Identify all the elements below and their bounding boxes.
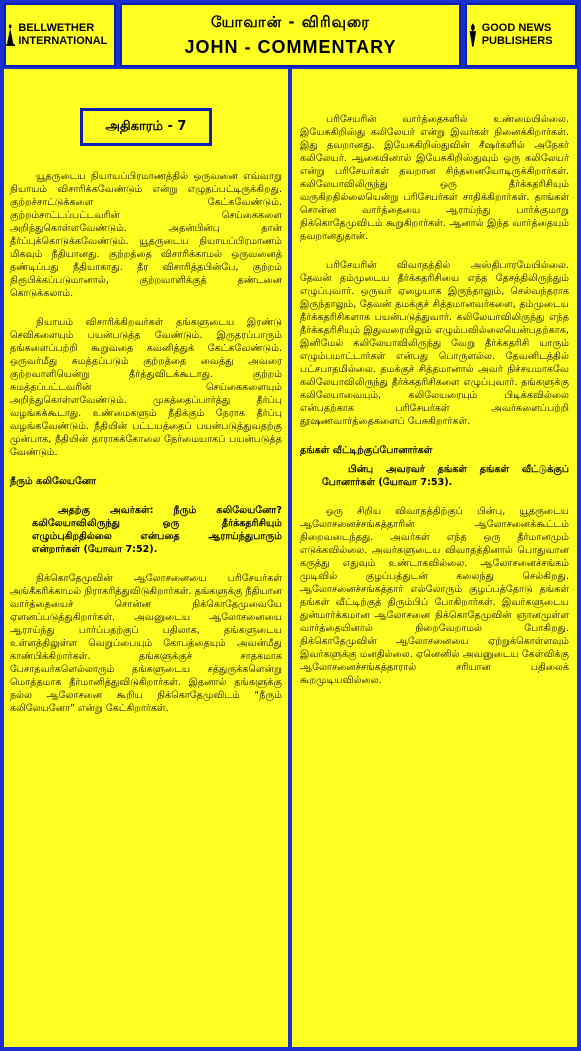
header [4, 3, 577, 67]
bellwether-logo-text: BELLWETHER INTERNATIONAL [18, 22, 108, 47]
good-news-logo-text: GOOD NEWS PUBLISHERS [481, 22, 553, 47]
left-paragraph-3: நிக்கொதேமுவின் ஆலோசனையை பரிசேயர்கள் அங்கீகரிக்காமல் நிராகரித்துவிடுகிறார்கள். தங்களுக்கு நீதியான வார்த்தையைச் சொன்ன நிக்கொதேமுவையே ஏளனப்படுத்துகிறார்கள். அவனுடைய ஆலோசனையை ஆராய்ந்து பார்ப்பதற்குப் பதிலாக, தங்களுடைய உள்ளத்திலுள்ள வெறுப்பையும் கோபத்தையும் அவன்மீது காண்பிக்கிறார்கள். தங்களுக்குச் சாதகமாக பேசாதவர்களெல்லாரும் தங்களுடைய சத்துருக்களென்று மொத்தமாக தீர்மானித்துவிடுகிறார்கள். இதனால் தங்களுக்கு நல்ல ஆலோசனை கூறிய நிக்கொதேமுவிடம் “நீரும் கலிலேயனோ” என்று கேட்கிறார்கள். [10, 573, 282, 714]
left-scripture-quote: அதற்கு அவர்கள்: நீரும் கலிலேயனோ? கலிலேயாவிலிருந்து ஒரு தீர்க்கதரிசியும் எழும்புகிறதில்லை என்பதை ஆராய்ந்துபாரும் என்றார்கள் (யோவா 7:52). [32, 505, 282, 555]
right-scripture-quote: பின்பு அவரவர் தங்கள் தங்கள் வீட்டுக்குப் போனார்கள் (யோவா 7:53). [322, 464, 569, 488]
chapter-label: அதிகாரம் - 7 [80, 108, 212, 146]
right-section-heading: தங்கள் வீட்டிற்குப்போனார்கள் [300, 445, 433, 456]
title-english: JOHN - COMMENTARY [184, 36, 397, 57]
bell-tower-icon [5, 15, 15, 55]
right-column [292, 69, 577, 1047]
left-column [4, 69, 288, 1047]
right-paragraph-3: ஒரு சிறிய விவாதத்திற்குப் பின்பு, யூதருடைய ஆலோசனைச்சங்கத்தாரின் ஆலோசனைக்கூட்டம் நிறைவடைந்தது. அவர்கள் எந்த ஒரு தீர்மானமும் எடுக்கவில்லை. அவர்களுடைய விவாதத்தினால் பொதுவான கருத்து எதுவும் உண்டாகவில்லை. ஆலோசனைச்சங்கம் முடிவில் குழப்பத்துடன் கலைந்து செல்கிறது. ஆலோசனைச்சங்கத்தார் எல்லோரும் குழப்பத்தோடு தங்கள் தங்கள் வீட்டிற்குத் திரும்பிப் போகிறார்கள். இவர்களுடைய துன்மார்க்கமான ஆலோசனை நிக்கொதேமுவின் ஞானமுள்ள வார்த்தையினால் நிறைவேறாமல் போகிறது. நிக்கொதேமுவின் ஆலோசனையை ஏற்றுக்கொள்ளவும் இவர்களுக்கு மனதில்லை. ஏனெனில் அவனுடைய கேள்விக்கு ஆலோசனைச்சங்கத்தாரால் சரியான பதிலைக் கூறமுடியவில்லை. [300, 506, 569, 686]
good-news-logo [465, 3, 577, 67]
left-section-heading: நீரும் கலிலேயனோ [10, 476, 97, 487]
bellwether-logo [4, 3, 116, 67]
right-paragraph-1: பரிசேயரின் வார்த்தைகளில் உண்மையில்லை. இயேசுகிறிஸ்து கலிலேயர் என்று இவர்கள் நினைக்கிறார்கள். இது தவறானது. இயேசுகிறிஸ்துவின் சீஷர்களில் அநேகர் கலிலேயர். ஆகையினால் இயேசுகிறிஸ்துவும் ஒரு கலிலேயர் என்று பரிசேயர்கள் தவறான சிந்தனையோடிருக்கிறார்கள். கலிலேயாவிலிருந்து ஒரு தீர்க்கதரிசியும் வருகிறதில்லையென்று பரிசேயர்கள் சாதிக்கிறார்கள். தாங்கள் சொன்ன வார்த்தையை ஆராய்ந்து பார்க்குமாறு நிக்கொதேமுவிடம் கூறுகிறார்கள். ஆனால் இந்த வார்த்தையும் தவறானதுதான். [300, 114, 569, 242]
torch-icon [467, 15, 479, 55]
title-tamil: யோவான் - விரிவுரை [211, 12, 370, 31]
right-paragraph-2: பரிசேயரின் விவாதத்தில் அஸ்திபாரமேயில்லை. தேவன் தம்முடைய தீர்க்கதரிசியை எந்த தேசத்திலிருந்தும் எழுப்புவார். ஒருவர் ஏழையாக இருந்தாலும், செல்வந்தராக இருந்தாலும், தேவன் தமக்குச் சித்தமானவர்களை, தம்முடைய தீர்க்கதரிசிகளாக பயன்படுத்துவார். கலிலேயாவிலிருந்து எந்த தீர்க்கதரிசியும் இதுவரையிலும் எழும்பவில்லையென்பதற்காக, இனிமேல் கலிலேயாவிலிருந்து வேறு தீர்க்கதரிசி யாரும் எழும்பமாட்டார்கள் என்பது பொருளல்ல. தேவனிடத்தில் பட்சபாதமில்லை. தமக்குச் சித்தமானால் அவர் நிச்சயமாகவே கலிலேயாவிலிருந்து தீர்க்கதரிசிகளை எழுப்புவார். தங்களுக்கு கலிலேயாவையும், கலிலேயரையும் பிடிக்கவில்லை என்பதற்காக பரிசேயர்கள் அவர்களைப்பற்றி தூஷணவார்த்தைகளைப் பேசுகிறார்கள். [300, 260, 569, 427]
title-box [120, 3, 461, 67]
left-paragraph-1: யூதருடைய நியாயப்பிரமாணத்தில் ஒருவனை எவ்வாறு நியாயம் விசாரிக்கவேண்டும் என்று எழுதப்பட்டிருக்கிறது. குற்றச்சாட்டுக்களை கேட்கவேண்டும். குற்றம்சாட்டப்பட்டவரின் செய்கைகளை அறிந்துகொள்ளவேண்டும். அதன்பின்பு தான் தீர்ப்புக்கொடுக்கவேண்டும். யூதருடைய நியாயப்பிரமாணம் மிகவும் நீதியானது. குற்றத்தை விசாரிக்காமல் ஒருவனைத் தண்டிப்பது நீதியாகாது. தீர விசாரித்தபின்பே, குற்றம் நிரூபிக்கப்படுமானால், குற்றவாளிக்குத் தண்டனை கொடுக்கலாம். [10, 171, 282, 299]
left-paragraph-2: நியாயம் விசாரிக்கிறவர்கள் தங்களுடைய இரண்டு செவிகளையும் பயன்படுத்த வேண்டும். இருதரப்பாரும் தங்களைப்பற்றி கூறுவதை கவனித்துக் கேட்கவேண்டும். ஒருவர்மீது சுமத்தப்படும் குற்றத்தை வைத்து அவரை குற்றவாளியென்று தீர்த்துவிடக்கூடாது. குற்றம் சுமத்தப்பட்டவரின் செய்கைகளையும் அறிந்துகொள்ளவேண்டும். முகத்தைப்பார்த்து தீர்ப்பு வழங்கக்கூடாது. உண்மைகளும் நீதிக்கும் நேராக தீர்ப்பு வழங்கவேண்டும். நீதியின் பட்டயத்தைப் பயன்படுத்துவதற்கு முன்பாக, நீதியின் தாராசுக்கோலை நேர்மையாகப் பயன்படுத்த வேண்டும். [10, 317, 282, 458]
